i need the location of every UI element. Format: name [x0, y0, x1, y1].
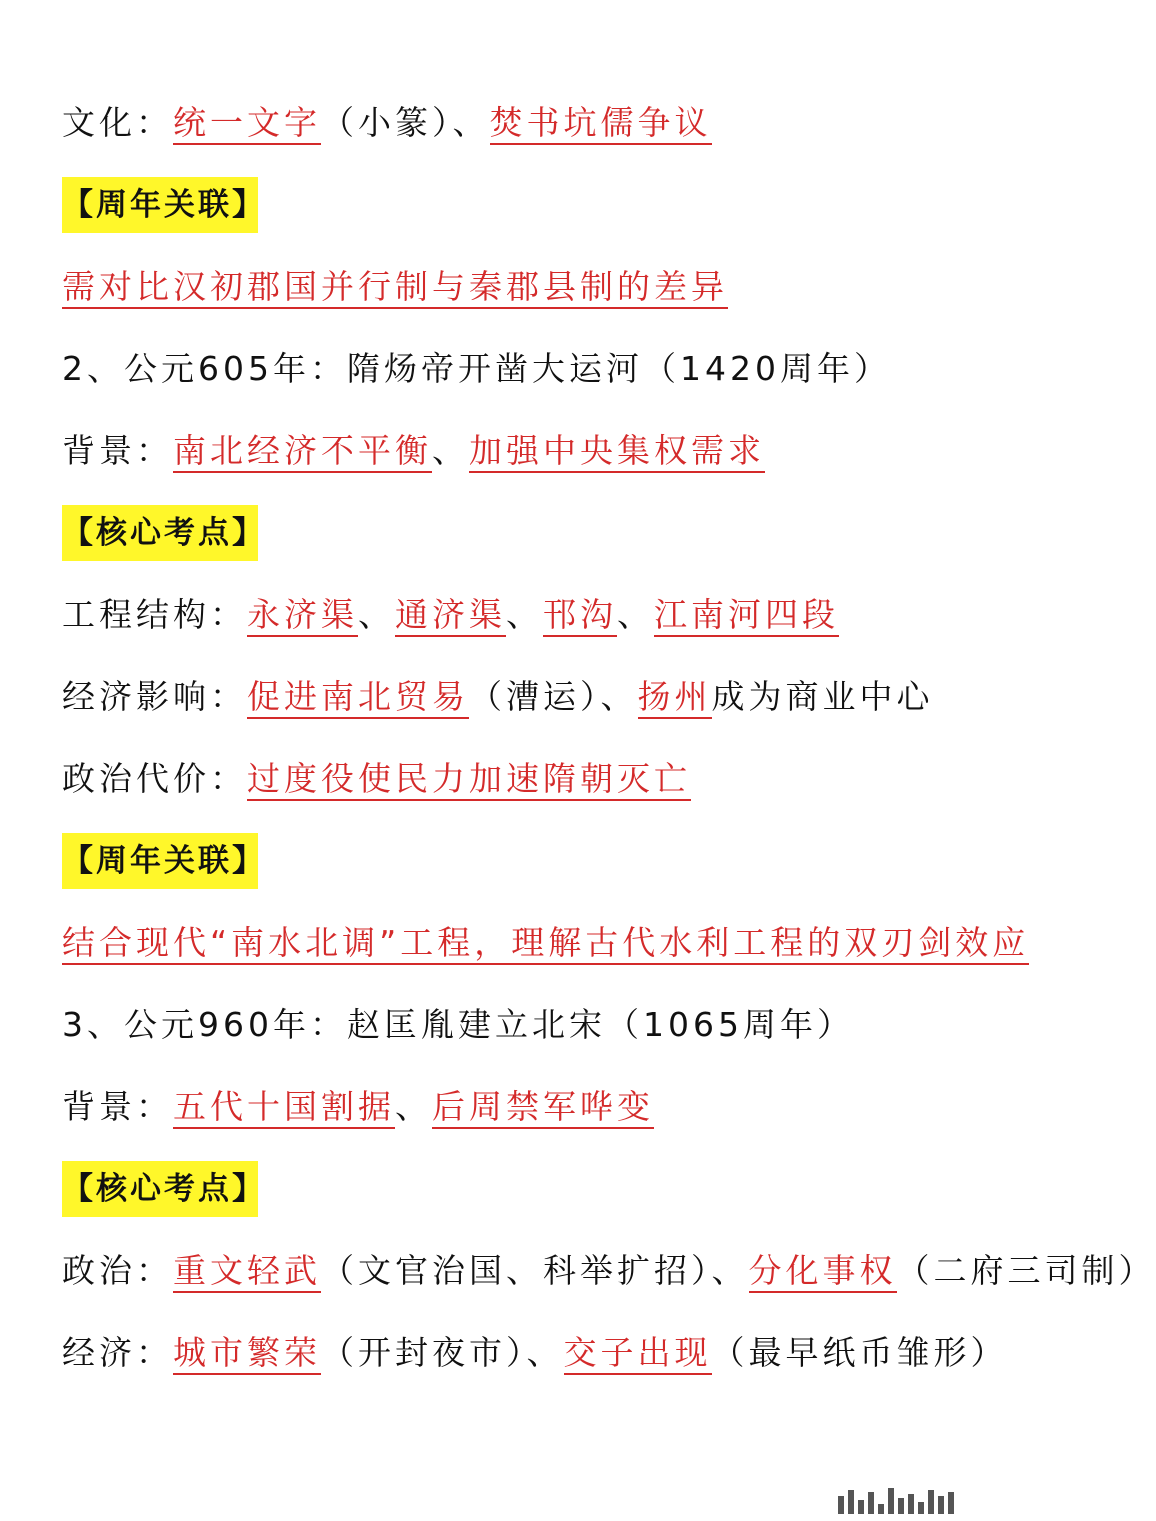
content-line	[62, 754, 1050, 804]
content-line	[62, 98, 1050, 148]
line-label: 经济：	[62, 1333, 173, 1372]
plain-text: （开封夜市）、	[321, 1333, 564, 1372]
section-tag: 【周年关联】	[62, 833, 258, 889]
content-line	[62, 590, 1050, 640]
key-point-highlight: 永济渠	[247, 595, 358, 637]
content-line	[62, 918, 1050, 968]
event-heading: 3、公元960年：赵匡胤建立北宋（1065周年）	[62, 1005, 854, 1044]
content-line	[62, 1328, 1050, 1378]
content-line	[62, 1082, 1050, 1132]
key-point-highlight: 加强中央集权需求	[469, 431, 765, 473]
plain-text: 、	[358, 595, 395, 634]
plain-text: 成为商业中心	[711, 677, 934, 716]
key-point-highlight: 扬州	[638, 677, 712, 719]
key-point-highlight: 过度役使民力加速隋朝灭亡	[247, 759, 691, 801]
section-tag: 【核心考点】	[62, 1161, 258, 1217]
line-label: 政治代价：	[62, 759, 247, 798]
key-point-highlight: 统一文字	[173, 103, 321, 145]
plain-text: 、	[432, 431, 469, 470]
plain-text: （漕运）、	[469, 677, 638, 716]
key-point-highlight: 焚书坑儒争议	[490, 103, 712, 145]
key-point-highlight: 促进南北贸易	[247, 677, 469, 719]
plain-text: 、	[395, 1087, 432, 1126]
key-point-highlight: 分化事权	[749, 1251, 897, 1293]
section-tag: 【周年关联】	[62, 177, 258, 233]
plain-text: 、	[506, 595, 543, 634]
key-point-highlight: 邗沟	[543, 595, 617, 637]
line-label: 政治：	[62, 1251, 173, 1290]
key-point-highlight: 后周禁军哗变	[432, 1087, 654, 1129]
key-point-highlight: 五代十国割据	[173, 1087, 395, 1129]
watermark-logo	[838, 1488, 1058, 1514]
event-heading: 2、公元605年：隋炀帝开凿大运河（1420周年）	[62, 349, 891, 388]
content-line	[62, 1246, 1156, 1296]
line-label: 文化：	[62, 103, 173, 142]
key-point-highlight: 重文轻武	[173, 1251, 321, 1293]
content-line	[62, 672, 1050, 722]
plain-text: 、	[617, 595, 654, 634]
line-label: 背景：	[62, 1087, 173, 1126]
key-point-highlight: 南北经济不平衡	[173, 431, 432, 473]
key-point-highlight: 交子出现	[564, 1333, 712, 1375]
key-point-highlight: 需对比汉初郡国并行制与秦郡县制的差异	[62, 267, 728, 309]
plain-text: （文官治国、科举扩招）、	[321, 1251, 749, 1290]
key-point-highlight: 城市繁荣	[173, 1333, 321, 1375]
key-point-highlight: 通济渠	[395, 595, 506, 637]
plain-text: （最早纸币雏形）	[711, 1333, 1008, 1372]
line-label: 经济影响：	[62, 677, 247, 716]
content-line	[62, 426, 1050, 476]
plain-text: （二府三司制）	[896, 1251, 1156, 1290]
key-point-highlight: 结合现代“南水北调”工程，理解古代水利工程的双刃剑效应	[62, 923, 1029, 965]
key-point-highlight: 江南河四段	[654, 595, 839, 637]
plain-text: （小篆）、	[321, 103, 490, 142]
line-label: 背景：	[62, 431, 173, 470]
section-tag: 【核心考点】	[62, 505, 258, 561]
line-label: 工程结构：	[62, 595, 247, 634]
content-line	[62, 262, 1050, 312]
